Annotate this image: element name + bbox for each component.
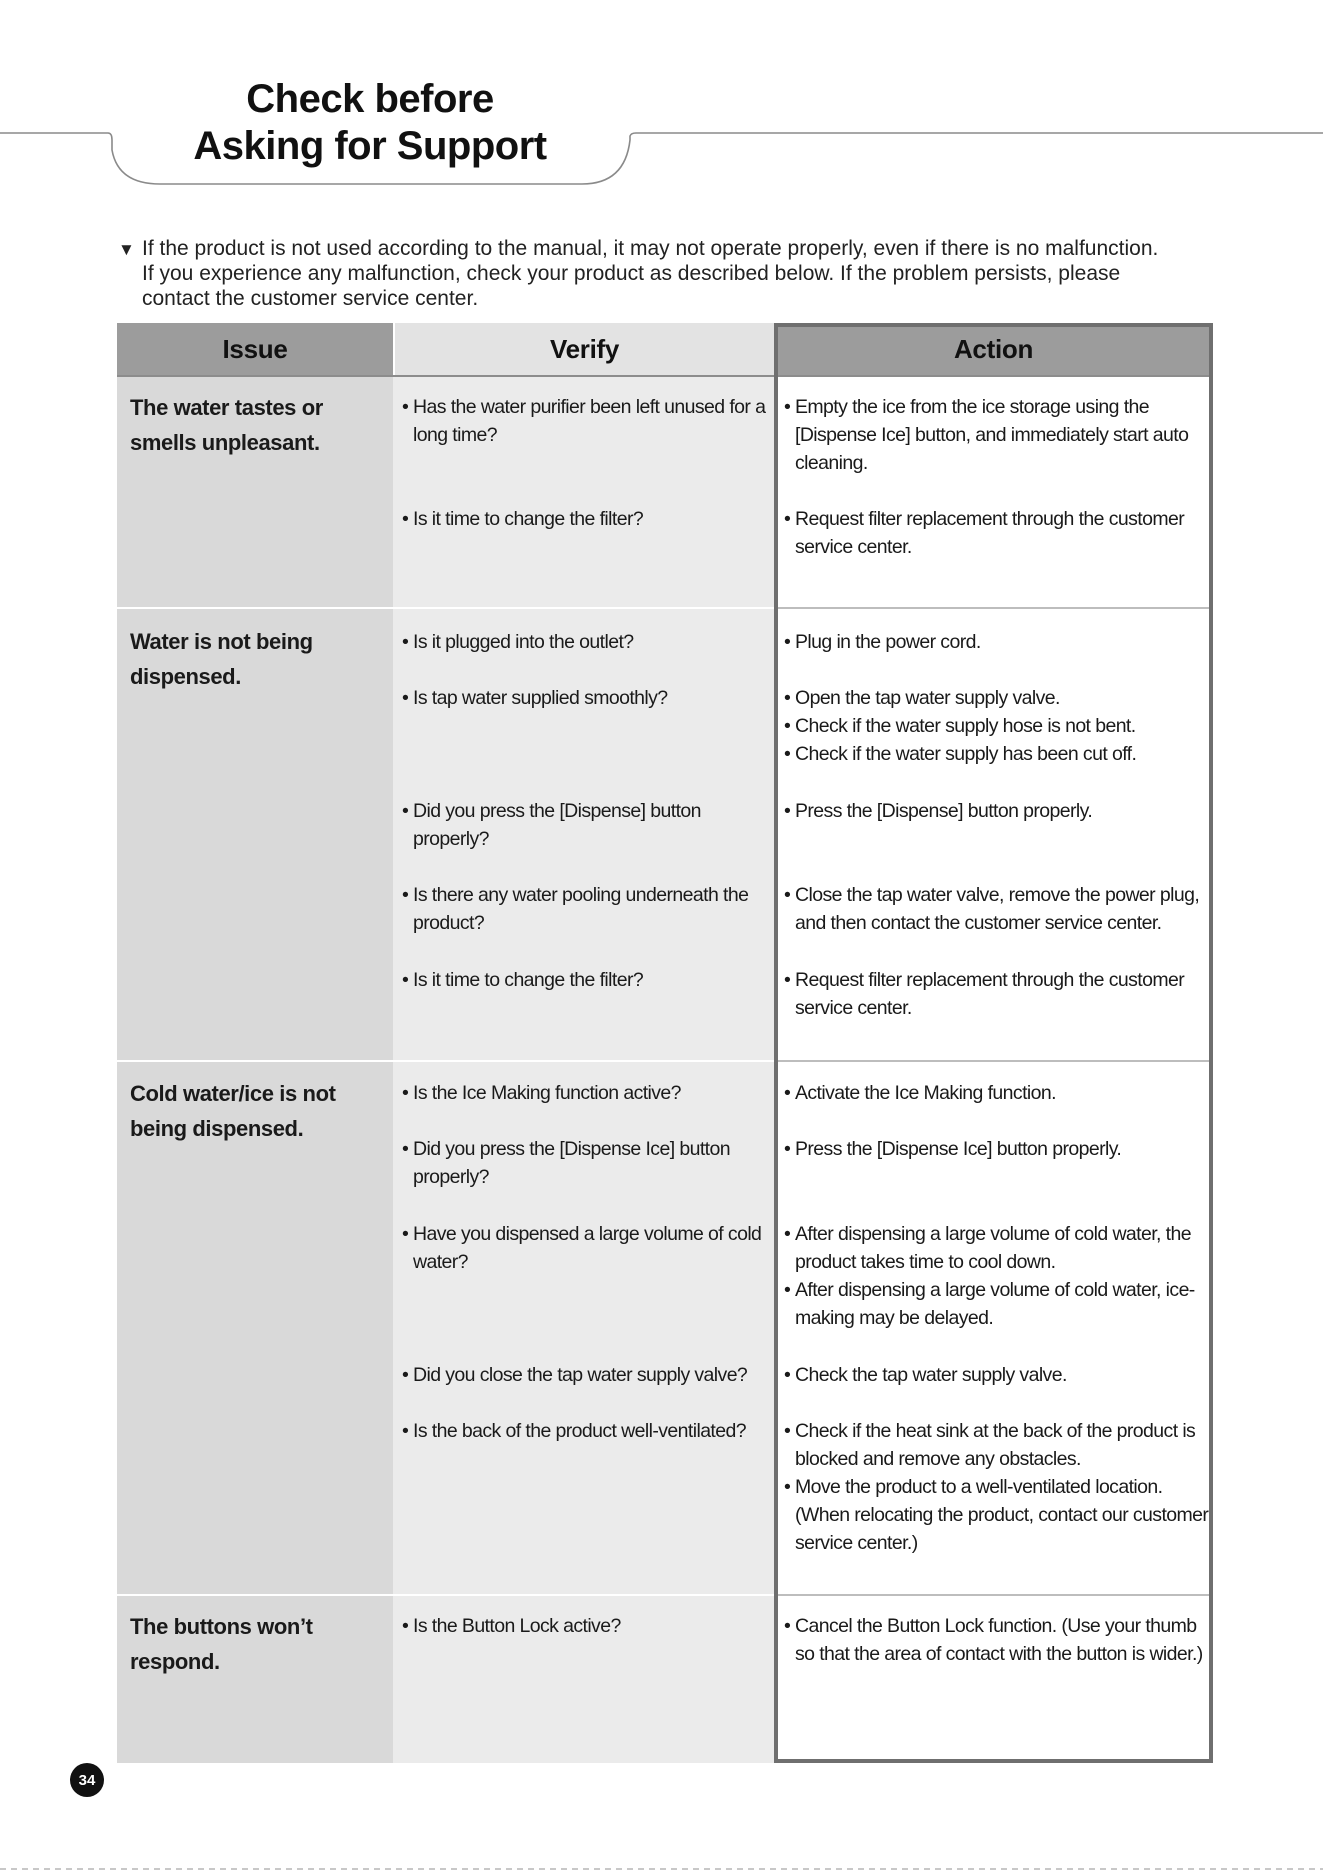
issue-label [130,1609,380,1679]
verify-item: • Is there any water pooling underneath the product? [402,884,749,934]
action-item: • Activate the Ice Making function. [784,1082,1056,1104]
issue-line: dispensed. [130,664,241,689]
troubleshooting-table [117,323,1213,1763]
action-item: • Request filter replacement through the customer service center. [784,969,1185,1019]
issue-label [130,1076,380,1146]
action-item: • Press the [Dispense] button properly. [784,800,1093,822]
action-item: • Check if the water supply hose is not bent. [784,715,1136,737]
page-title-line1: Check before [246,77,494,121]
issue-line: The water tastes or [130,395,323,420]
down-triangle-icon: ▼ [118,240,135,259]
issue-line: being dispensed. [130,1116,304,1141]
action-item: • Plug in the power cord. [784,631,981,653]
intro-line: If the product is not used according to the manual, it may not operate properly, even if there is no malfunction. [142,237,1159,260]
header-action: Action [774,323,1213,375]
verify-item: • Is it time to change the filter? [402,969,644,991]
action-item: • Check if the water supply has been cut off. [784,743,1137,765]
bottom-edge-marks [0,1866,1323,1872]
issue-column [117,323,393,1763]
verify-item: • Did you press the [Dispense Ice] button properly? [402,1138,730,1188]
intro-note [118,236,1218,311]
header-issue: Issue [117,323,393,375]
action-item: • Check the tap water supply valve. [784,1364,1067,1386]
page-number-badge: 34 [70,1763,104,1797]
action-item: • Close the tap water valve, remove the power plug, and then contact the customer service center. [784,884,1200,934]
intro-line: contact the customer service center. [142,287,479,310]
action-item: • Move the product to a well-ventilated location. (When relocating the product, contact our customer service center.) [784,1476,1209,1554]
action-item: • Cancel the Button Lock function. (Use your thumb so that the area of contact with the button is wider.) [784,1615,1203,1665]
verify-column [393,323,774,1763]
verify-item: • Is it time to change the filter? [402,508,644,530]
action-column-frame [774,323,1213,1763]
verify-item: • Did you press the [Dispense] button properly? [402,800,701,850]
action-item: • Request filter replacement through the customer service center. [784,508,1185,558]
issue-label [130,624,380,694]
action-item: • Press the [Dispense Ice] button properly. [784,1138,1122,1160]
action-item: • Open the tap water supply valve. [784,687,1060,709]
verify-item: • Is the back of the product well-ventilated? [402,1420,746,1442]
verify-item: • Is the Ice Making function active? [402,1082,681,1104]
issue-label [130,390,380,460]
verify-item: • Is the Button Lock active? [402,1615,621,1637]
verify-item: • Has the water purifier been left unused for a long time? [402,396,766,446]
intro-line: If you experience any malfunction, check your product as described below. If the problem persists, please [142,262,1121,285]
issue-line: Cold water/ice is not [130,1081,336,1106]
action-item: • After dispensing a large volume of cold water, the product takes time to cool down. [784,1223,1191,1273]
issue-line: Water is not being [130,629,313,654]
action-item: • Check if the heat sink at the back of the product is blocked and remove any obstacles. [784,1420,1196,1470]
issue-line: respond. [130,1649,220,1674]
action-item: • Empty the ice from the ice storage using the [Dispense Ice] button, and immediately start auto cleaning. [784,396,1189,474]
issue-line: smells unpleasant. [130,430,320,455]
issue-line: The buttons won’t [130,1614,313,1639]
header-verify: Verify [393,323,774,375]
action-item: • After dispensing a large volume of cold water, ice-making may be delayed. [784,1279,1195,1329]
verify-item: • Is it plugged into the outlet? [402,631,634,653]
verify-item: • Is tap water supplied smoothly? [402,687,668,709]
page-title-line2: Asking for Support [193,124,547,168]
verify-item: • Have you dispensed a large volume of cold water? [402,1223,762,1273]
page-title [150,76,590,170]
verify-item: • Did you close the tap water supply valve? [402,1364,748,1386]
